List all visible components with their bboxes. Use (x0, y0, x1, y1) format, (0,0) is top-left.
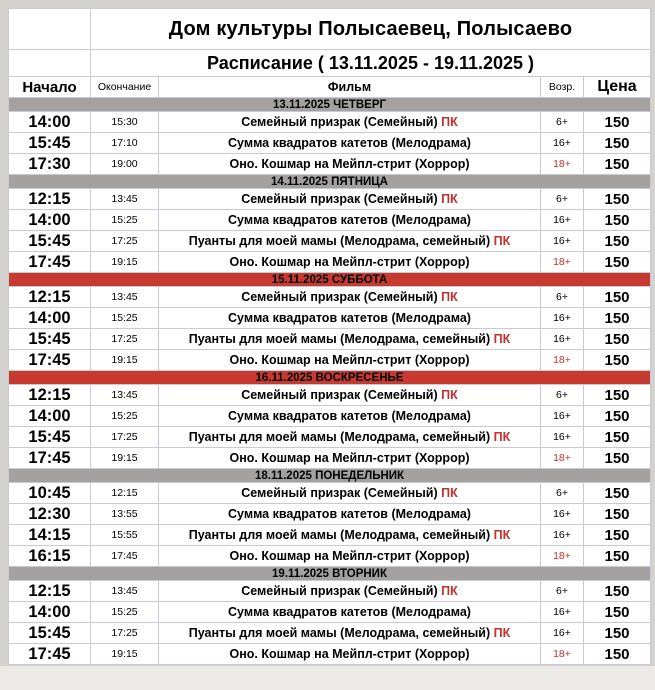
show-age-rating: 18+ (541, 644, 584, 665)
show-age-rating: 16+ (541, 504, 584, 525)
day-band-label: 13.11.2025 ЧЕТВЕРГ (9, 98, 651, 112)
col-header-age: Возр. (541, 77, 584, 98)
show-price: 150 (584, 252, 651, 273)
show-start-time: 15:45 (9, 623, 91, 644)
show-row (9, 287, 651, 308)
show-price: 150 (584, 133, 651, 154)
show-film-title (159, 252, 541, 273)
show-end-time: 13:45 (91, 189, 159, 210)
show-start-time: 14:15 (9, 525, 91, 546)
show-start-time: 10:45 (9, 483, 91, 504)
show-age-rating: 16+ (541, 623, 584, 644)
show-age-rating: 16+ (541, 133, 584, 154)
show-row (9, 623, 651, 644)
show-end-time: 19:00 (91, 154, 159, 175)
show-age-rating: 16+ (541, 525, 584, 546)
show-row (9, 329, 651, 350)
show-film-title (159, 448, 541, 469)
film-title-text: Пуанты для моей мамы (Мелодрама, семейный) (188, 528, 491, 542)
show-film-title (159, 406, 541, 427)
day-band-row (9, 371, 651, 385)
schedule-empty-cell (9, 50, 91, 77)
film-tag: ПК (441, 388, 458, 402)
day-band-row (9, 98, 651, 112)
film-title-text: Оно. Кошмар на Мейпл-стрит (Хоррор) (229, 549, 470, 563)
film-title-text: Семейный призрак (Семейный) (241, 388, 438, 402)
day-band-row (9, 469, 651, 483)
show-price: 150 (584, 287, 651, 308)
show-start-time: 14:00 (9, 210, 91, 231)
show-end-time: 15:25 (91, 602, 159, 623)
show-age-rating: 6+ (541, 287, 584, 308)
show-price: 150 (584, 546, 651, 567)
film-tag: ПК (441, 192, 458, 206)
film-title-text: Семейный призрак (Семейный) (241, 192, 438, 206)
show-price: 150 (584, 525, 651, 546)
show-row (9, 602, 651, 623)
day-band-label: 15.11.2025 СУББОТА (9, 273, 651, 287)
show-age-rating: 6+ (541, 189, 584, 210)
show-end-time: 19:15 (91, 448, 159, 469)
show-film-title (159, 385, 541, 406)
show-end-time: 17:25 (91, 231, 159, 252)
film-tag: ПК (441, 115, 458, 129)
show-price: 150 (584, 210, 651, 231)
show-price: 150 (584, 329, 651, 350)
show-end-time: 15:25 (91, 210, 159, 231)
show-row (9, 644, 651, 665)
show-film-title (159, 112, 541, 133)
show-age-rating: 16+ (541, 406, 584, 427)
show-row (9, 308, 651, 329)
film-title-text: Сумма квадратов катетов (Мелодрама) (228, 507, 471, 521)
show-film-title (159, 210, 541, 231)
show-film-title (159, 287, 541, 308)
film-title-text: Семейный призрак (Семейный) (241, 115, 438, 129)
show-price: 150 (584, 427, 651, 448)
show-row (9, 483, 651, 504)
show-price: 150 (584, 189, 651, 210)
show-start-time: 12:15 (9, 189, 91, 210)
show-row (9, 154, 651, 175)
film-tag: ПК (493, 528, 511, 542)
film-title-text: Сумма квадратов катетов (Мелодрама) (228, 605, 471, 619)
show-start-time: 17:30 (9, 154, 91, 175)
film-title-text: Пуанты для моей мамы (Мелодрама, семейный) (188, 332, 491, 346)
show-row (9, 252, 651, 273)
show-end-time: 19:15 (91, 252, 159, 273)
show-price: 150 (584, 308, 651, 329)
show-film-title (159, 581, 541, 602)
show-start-time: 16:15 (9, 546, 91, 567)
show-age-rating: 6+ (541, 581, 584, 602)
day-band-label: 14.11.2025 ПЯТНИЦА (9, 175, 651, 189)
show-start-time: 12:15 (9, 385, 91, 406)
show-film-title (159, 231, 541, 252)
show-row (9, 133, 651, 154)
film-title-text: Семейный призрак (Семейный) (241, 486, 438, 500)
film-tag: ПК (493, 332, 511, 346)
show-row (9, 581, 651, 602)
show-end-time: 13:45 (91, 581, 159, 602)
show-price: 150 (584, 623, 651, 644)
film-title-text: Пуанты для моей мамы (Мелодрама, семейный) (188, 626, 491, 640)
show-start-time: 15:45 (9, 133, 91, 154)
show-price: 150 (584, 644, 651, 665)
show-start-time: 17:45 (9, 350, 91, 371)
show-row (9, 350, 651, 371)
show-film-title (159, 623, 541, 644)
show-row (9, 231, 651, 252)
show-age-rating: 16+ (541, 427, 584, 448)
show-start-time: 14:00 (9, 308, 91, 329)
film-title-text: Сумма квадратов катетов (Мелодрама) (228, 409, 471, 423)
day-band-row (9, 273, 651, 287)
schedule-header-rows (9, 9, 651, 98)
show-row (9, 189, 651, 210)
show-age-rating: 16+ (541, 602, 584, 623)
show-start-time: 15:45 (9, 329, 91, 350)
show-row (9, 546, 651, 567)
show-row (9, 112, 651, 133)
show-end-time: 12:15 (91, 483, 159, 504)
show-end-time: 17:25 (91, 623, 159, 644)
show-price: 150 (584, 112, 651, 133)
show-age-rating: 16+ (541, 329, 584, 350)
col-header-end: Окончание (91, 77, 159, 98)
col-header-price: Цена (584, 77, 651, 98)
show-price: 150 (584, 406, 651, 427)
day-band-label: 19.11.2025 ВТОРНИК (9, 567, 651, 581)
film-title-text: Сумма квадратов катетов (Мелодрама) (228, 213, 471, 227)
column-header-row (9, 77, 651, 98)
show-row (9, 525, 651, 546)
show-age-rating: 18+ (541, 252, 584, 273)
show-film-title (159, 483, 541, 504)
title-empty-cell (9, 9, 91, 50)
film-tag: ПК (441, 584, 458, 598)
show-end-time: 19:15 (91, 644, 159, 665)
show-price: 150 (584, 385, 651, 406)
film-title-text: Семейный призрак (Семейный) (241, 290, 438, 304)
schedule-range-label: Расписание ( 13.11.2025 - 19.11.2025 ) (91, 50, 651, 77)
film-tag: ПК (493, 626, 511, 640)
show-start-time: 12:15 (9, 581, 91, 602)
show-film-title (159, 504, 541, 525)
show-film-title (159, 329, 541, 350)
show-start-time: 12:30 (9, 504, 91, 525)
show-end-time: 15:25 (91, 308, 159, 329)
day-band-label: 16.11.2025 ВОСКРЕСЕНЬЕ (9, 371, 651, 385)
show-end-time: 13:45 (91, 385, 159, 406)
show-price: 150 (584, 154, 651, 175)
schedule-body (9, 98, 651, 665)
film-tag: ПК (493, 430, 511, 444)
show-end-time: 15:30 (91, 112, 159, 133)
show-row (9, 406, 651, 427)
show-row (9, 504, 651, 525)
show-price: 150 (584, 483, 651, 504)
show-start-time: 14:00 (9, 602, 91, 623)
show-film-title (159, 154, 541, 175)
show-age-rating: 16+ (541, 308, 584, 329)
show-film-title (159, 308, 541, 329)
film-title-text: Оно. Кошмар на Мейпл-стрит (Хоррор) (229, 255, 470, 269)
show-row (9, 210, 651, 231)
show-film-title (159, 602, 541, 623)
show-age-rating: 6+ (541, 483, 584, 504)
film-tag: ПК (441, 486, 458, 500)
show-end-time: 13:45 (91, 287, 159, 308)
film-tag: ПК (493, 234, 511, 248)
show-film-title (159, 350, 541, 371)
film-tag: ПК (441, 290, 458, 304)
film-title-text: Пуанты для моей мамы (Мелодрама, семейный) (188, 234, 491, 248)
show-start-time: 14:00 (9, 112, 91, 133)
show-end-time: 17:25 (91, 329, 159, 350)
col-header-film: Фильм (159, 77, 541, 98)
show-start-time: 17:45 (9, 252, 91, 273)
show-age-rating: 18+ (541, 546, 584, 567)
col-header-start: Начало (9, 77, 91, 98)
show-end-time: 19:15 (91, 350, 159, 371)
show-end-time: 13:55 (91, 504, 159, 525)
film-title-text: Оно. Кошмар на Мейпл-стрит (Хоррор) (229, 647, 470, 661)
show-end-time: 17:25 (91, 427, 159, 448)
show-price: 150 (584, 581, 651, 602)
film-title-text: Сумма квадратов катетов (Мелодрама) (228, 136, 471, 150)
show-row (9, 427, 651, 448)
show-film-title (159, 525, 541, 546)
show-film-title (159, 427, 541, 448)
show-start-time: 15:45 (9, 427, 91, 448)
show-end-time: 15:55 (91, 525, 159, 546)
show-start-time: 14:00 (9, 406, 91, 427)
show-row (9, 448, 651, 469)
show-end-time: 15:25 (91, 406, 159, 427)
show-end-time: 17:10 (91, 133, 159, 154)
title-row (9, 9, 651, 50)
show-price: 150 (584, 602, 651, 623)
day-band-row (9, 567, 651, 581)
show-age-rating: 18+ (541, 154, 584, 175)
show-age-rating: 16+ (541, 231, 584, 252)
film-title-text: Сумма квадратов катетов (Мелодрама) (228, 311, 471, 325)
show-film-title (159, 546, 541, 567)
show-row (9, 385, 651, 406)
show-film-title (159, 189, 541, 210)
bottom-margin (0, 666, 655, 690)
show-price: 150 (584, 350, 651, 371)
film-title-text: Пуанты для моей мамы (Мелодрама, семейный) (188, 430, 491, 444)
show-start-time: 17:45 (9, 644, 91, 665)
schedule-range-row (9, 50, 651, 77)
film-title-text: Оно. Кошмар на Мейпл-стрит (Хоррор) (229, 353, 470, 367)
show-start-time: 15:45 (9, 231, 91, 252)
show-film-title (159, 644, 541, 665)
show-age-rating: 16+ (541, 210, 584, 231)
film-title-text: Оно. Кошмар на Мейпл-стрит (Хоррор) (229, 451, 470, 465)
day-band-label: 18.11.2025 ПОНЕДЕЛЬНИК (9, 469, 651, 483)
show-start-time: 17:45 (9, 448, 91, 469)
show-age-rating: 6+ (541, 385, 584, 406)
show-price: 150 (584, 504, 651, 525)
schedule-table (8, 8, 651, 665)
show-price: 150 (584, 448, 651, 469)
show-price: 150 (584, 231, 651, 252)
show-film-title (159, 133, 541, 154)
show-age-rating: 18+ (541, 350, 584, 371)
show-end-time: 17:45 (91, 546, 159, 567)
film-title-text: Семейный призрак (Семейный) (241, 584, 438, 598)
film-title-text: Оно. Кошмар на Мейпл-стрит (Хоррор) (229, 157, 470, 171)
show-start-time: 12:15 (9, 287, 91, 308)
venue-title: Дом культуры Полысаевец, Полысаево (91, 9, 651, 50)
show-age-rating: 6+ (541, 112, 584, 133)
day-band-row (9, 175, 651, 189)
show-age-rating: 18+ (541, 448, 584, 469)
